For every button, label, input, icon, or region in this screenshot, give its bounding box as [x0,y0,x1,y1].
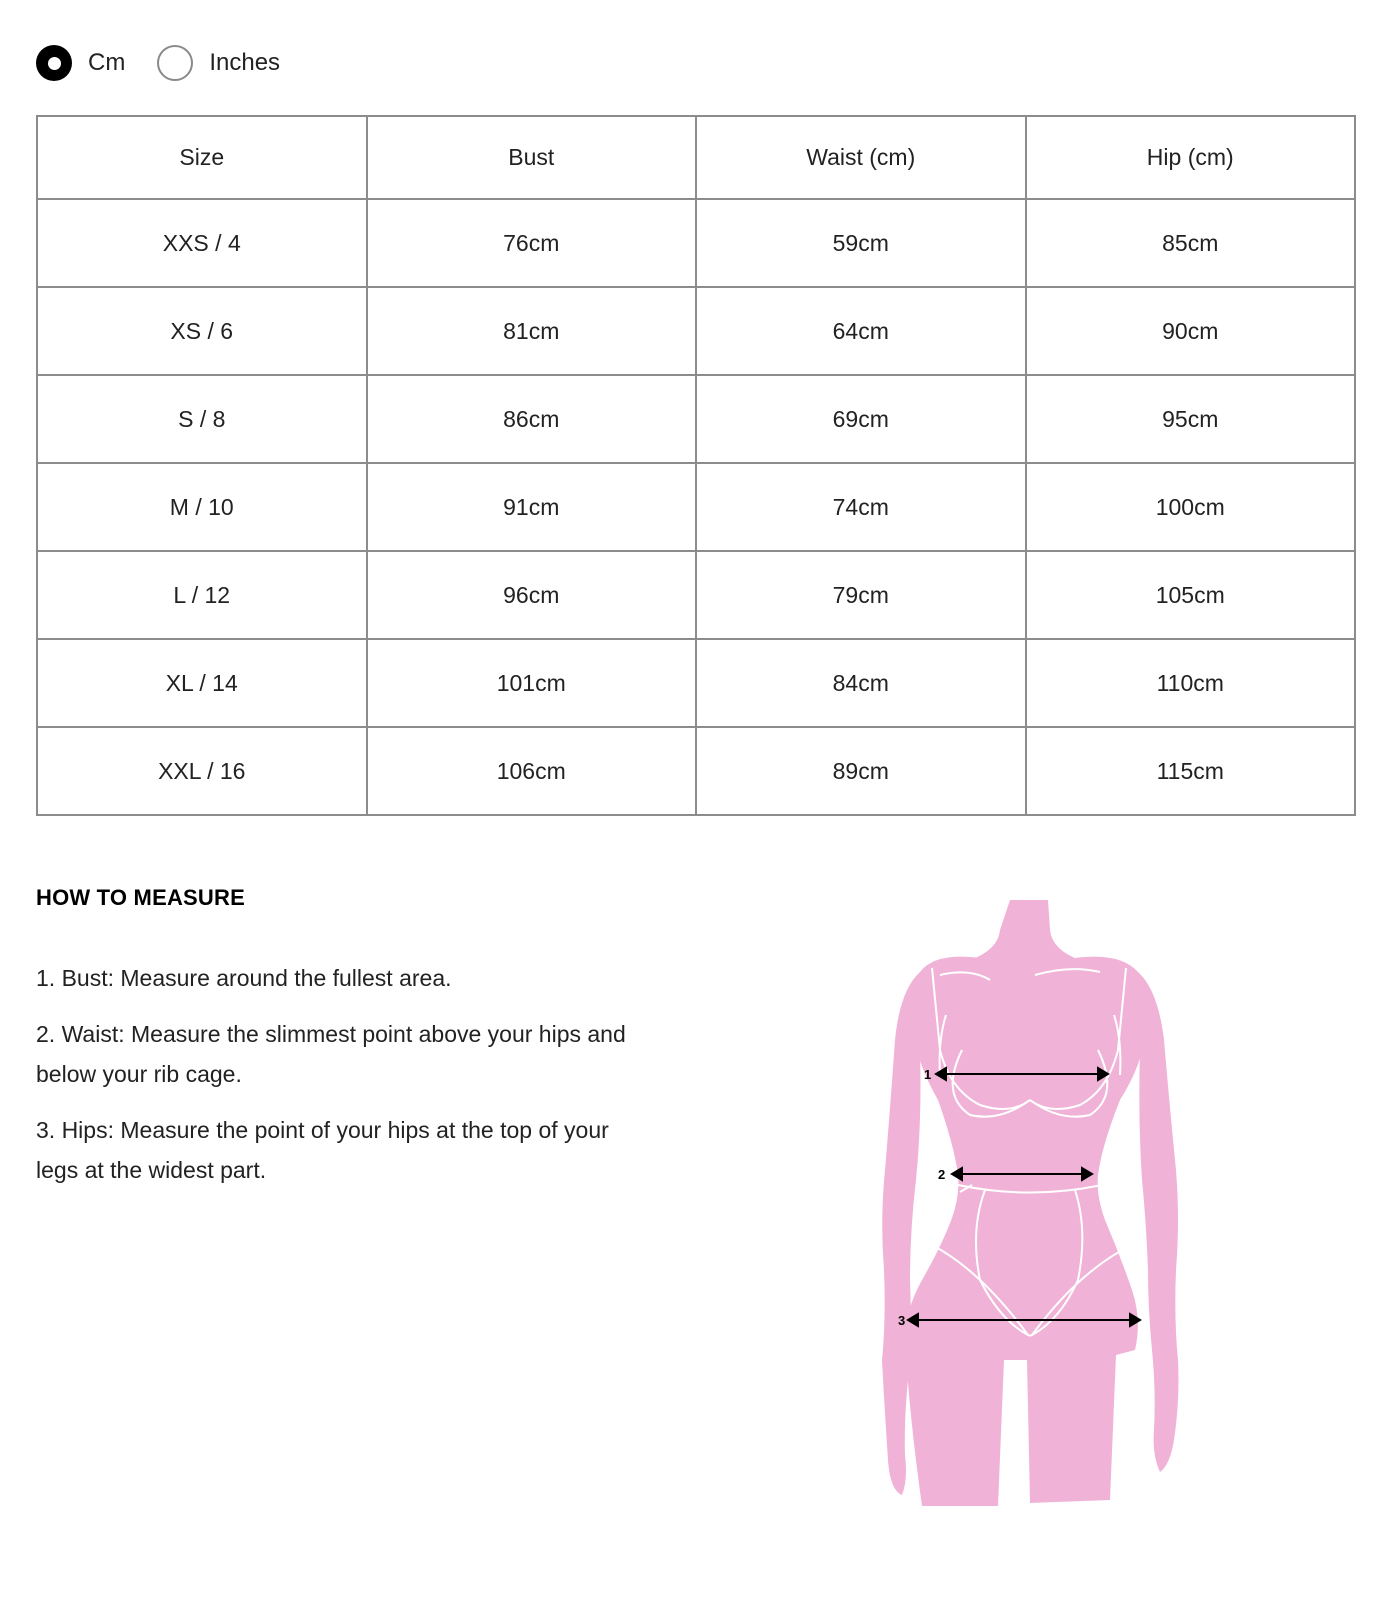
cm-radio[interactable] [36,45,72,81]
body-measurement-illustration [880,900,1220,1540]
waist-cell: 69cm [696,375,1026,463]
hip-cell: 85cm [1026,199,1356,287]
inches-radio[interactable] [157,45,193,81]
hip-cell: 90cm [1026,287,1356,375]
step-hips: 3. Hips: Measure the point of your hips at the top of your legs at the widest part. [36,1117,609,1183]
unit-option-cm[interactable] [36,45,125,81]
cm-label: Cm [88,49,126,76]
table-row [37,287,1355,375]
waist-cell: 59cm [696,199,1026,287]
waist-cell: 64cm [696,287,1026,375]
waist-cell: 74cm [696,463,1026,551]
bust-cell: 76cm [367,199,697,287]
hip-cell: 95cm [1026,375,1356,463]
body-silhouette [882,900,1179,1506]
size-cell: XXS / 4 [37,199,367,287]
hip-cell: 110cm [1026,639,1356,727]
waist-cell: 79cm [696,551,1026,639]
size-cell: M / 10 [37,463,367,551]
header-bust: Bust [367,116,697,199]
step-bust: 1. Bust: Measure around the fullest area. [36,965,452,991]
table-row [37,199,1355,287]
marker-2: 2 [938,1167,946,1182]
size-cell: S / 8 [37,375,367,463]
size-cell: L / 12 [37,551,367,639]
table-row [37,727,1355,815]
size-cell: XL / 14 [37,639,367,727]
bust-cell: 81cm [367,287,697,375]
header-waist: Waist (cm) [696,116,1026,199]
size-chart-table [36,115,1356,816]
bust-cell: 91cm [367,463,697,551]
unit-toggle [36,45,312,81]
table-row [37,375,1355,463]
body-silhouette-icon [880,900,1220,1540]
marker-1: 1 [924,1067,932,1082]
waist-cell: 84cm [696,639,1026,727]
table-row [37,463,1355,551]
hip-cell: 105cm [1026,551,1356,639]
size-cell: XS / 6 [37,287,367,375]
table-row [37,639,1355,727]
size-cell: XXL / 16 [37,727,367,815]
header-size: Size [37,116,367,199]
bust-cell: 86cm [367,375,697,463]
hip-cell: 100cm [1026,463,1356,551]
waist-cell: 89cm [696,727,1026,815]
hip-cell: 115cm [1026,727,1356,815]
bust-cell: 106cm [367,727,697,815]
marker-3: 3 [898,1313,906,1328]
table-row [37,551,1355,639]
how-to-measure-title: HOW TO MEASURE [36,885,245,910]
table-header-row [37,116,1355,199]
measure-steps-list [36,958,656,1206]
bust-cell: 96cm [367,551,697,639]
step-waist: 2. Waist: Measure the slimmest point above your hips and below your rib cage. [36,1021,626,1087]
inches-label: Inches [209,49,281,76]
header-hip: Hip (cm) [1026,116,1356,199]
bust-cell: 101cm [367,639,697,727]
unit-option-inches[interactable] [157,45,280,81]
